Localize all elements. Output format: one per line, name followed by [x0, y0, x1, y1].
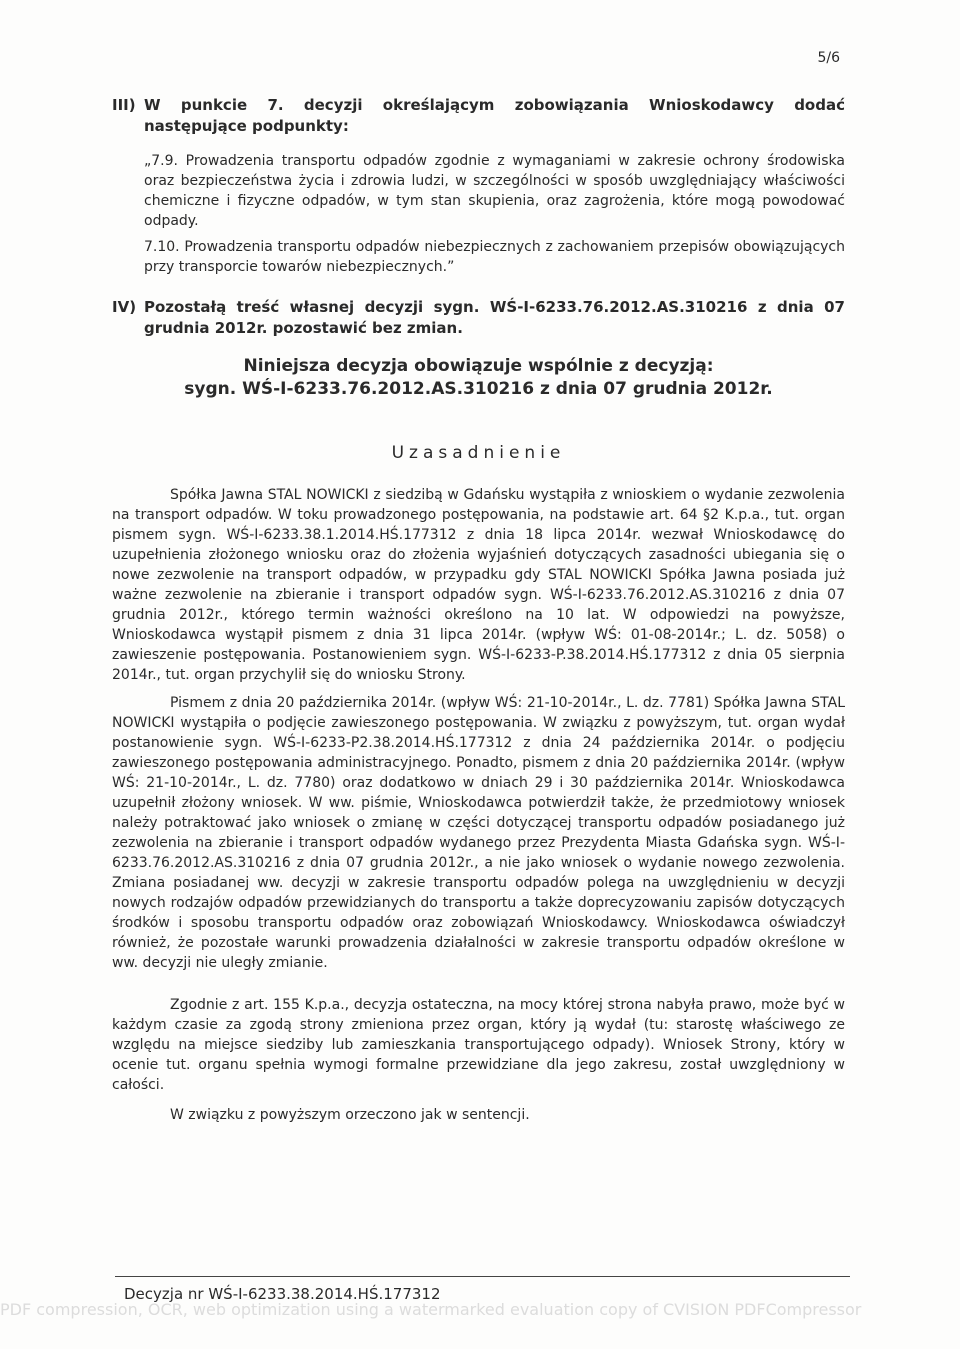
- justification-title: Uzasadnienie: [391, 443, 566, 463]
- section-4: [112, 297, 845, 339]
- section-3-heading: [112, 95, 845, 137]
- justification-paragraph-2: Pismem z dnia 20 października 2014r. (wpływ WŚ: 21-10-2014r., L. dz. 7781) Spółka Jawna STAL NOWICKI wystąpiła o podjęcie zawieszonego postępowania. W związku z powyższym, tut. organ wydał postanowienie sygn. WŚ-I-6233-P2.38.2014.HŚ.177312 z dnia 24 października 2014r. o podjęciu zawieszonego postępowania administracyjnego. Ponadto, pismem z dnia 20 października 2014r. (wpływ WŚ: 21-10-2014r., L. dz. 7780) oraz dodatkowo w dniach 29 i 30 października 2014r. Wnioskodawca uzupełnił złożony wniosek. W ww. piśmie, Wnioskodawca potwierdził także, że przedmiotowy wniosek należy potraktować jako wniosek o zmianę w części dotyczącej transportu odpadów posiadanego już zezwolenia na zbieranie i transport odpadów wydanego przez Prezydenta Miasta Gdańska sygn. WŚ-I-6233.76.2012.AS.310216 z dnia 07 grudnia 2012r., a nie jako wniosek o wydanie nowego zezwolenia. Zmiana posiadanej ww. decyzji w zakresie transportu odpadów polega na uwzględnieniu w decyzji nowych rodzajów odpadów przewidzianych do transportu a także doprecyzowaniu zapisów dotyczących środków i sposobu transportu odpadów oraz zobowiązań Wnioskodawcy. Wnioskodawca oświadczył również, że pozostałe warunki prowadzenia działalności w zakresie transportu odpadów określone w ww. decyzji nie uległy zmianie.: [112, 695, 845, 971]
- section-4-text: Pozostałą treść własnej decyzji sygn. WŚ-I-6233.76.2012.AS.310216 z dnia 07 grudnia 2012r. pozostawić bez zmian.: [144, 298, 845, 337]
- point-7-10: 7.10. Prowadzenia transportu odpadów niebezpiecznych z zachowaniem przepisów obowiązujących przy transporcie towarów niebezpiecznych.”: [144, 239, 845, 275]
- section-3-points: [144, 151, 845, 277]
- justification-paragraph-4: W związku z powyższym orzeczono jak w sentencji.: [170, 1107, 530, 1123]
- section-3-text: W punkcie 7. decyzji określającym zobowiązania Wnioskodawcy dodać następujące podpunkty:: [144, 96, 845, 135]
- footer-decision-number: Decyzja nr WŚ-I-6233.38.2014.HŚ.177312: [124, 1285, 441, 1303]
- joint-decision-line-1: Niniejsza decyzja obowiązuje wspólnie z decyzją:: [243, 356, 714, 376]
- document-body: [112, 95, 845, 1133]
- justification-paragraph-3: Zgodnie z art. 155 K.p.a., decyzja ostateczna, na mocy której strona nabyła prawo, może być w każdym czasie za zgodą strony zmieniona przez organ, który ją wydał (tu: starostę właściwego ze względu na miejsce siedziby lub zamieszkania transportującego odpady). Wniosek Strony, który w ocenie tut. organu spełnia wymogi formalne przewidziane dla jego zakresu, został uwzględniony w całości.: [112, 997, 845, 1093]
- joint-decision-note: [112, 355, 845, 401]
- footer-divider: [115, 1276, 850, 1277]
- joint-decision-line-2: sygn. WŚ-I-6233.76.2012.AS.310216 z dnia 07 grudnia 2012r.: [184, 379, 773, 399]
- point-7-9: „7.9. Prowadzenia transportu odpadów zgodnie z wymaganiami w zakresie ochrony środowiska oraz bezpieczeństwa życia i zdrowia ludzi, w szczególności w sposób uwzględniający właściwości chemiczne i fizyczne odpadów, w tym stan skupienia, oraz zagrożenia, które mogą powodować odpady.: [144, 153, 845, 229]
- watermark: PDF compression, OCR, web optimization using a watermarked evaluation copy of CVISION PDFCompressor: [0, 1300, 862, 1319]
- section-4-number: IV): [112, 298, 137, 316]
- justification-paragraph-1: Spółka Jawna STAL NOWICKI z siedzibą w Gdańsku wystąpiła z wnioskiem o wydanie zezwolenia na transport odpadów. W toku prowadzonego postępowania, na podstawie art. 64 §2 K.p.a., tut. organ pismem sygn. WŚ-I-6233.38.1.2014.HŚ.177312 z dnia 18 lipca 2014r. wezwał Wnioskodawcę do uzupełnienia złożonego wniosku oraz do złożenia wyjaśnień dotyczących zasadności ubiegania się o nowe zezwolenie na transport odpadów, w przypadku gdy STAL NOWICKI Spółka Jawna posiada już ważne zezwolenie na zbieranie i transport odpadów sygn. WŚ-I-6233.76.2012.AS.310216 z dnia 07 grudnia 2012r., którego termin ważności określono na 10 lat. W odpowiedzi na powyższe, Wnioskodawca wystąpił pismem z dnia 31 lipca 2014r. (wpływ WŚ: 01-08-2014r.; L. dz. 5058) o zawieszenie postępowania. Postanowieniem sygn. WŚ-I-6233-P.38.2014.HŚ.177312 z dnia 05 sierpnia 2014r., tut. organ przychylił się do wniosku Strony.: [112, 487, 845, 683]
- section-3-number: III): [112, 96, 136, 114]
- page-number: 5/6: [817, 50, 840, 66]
